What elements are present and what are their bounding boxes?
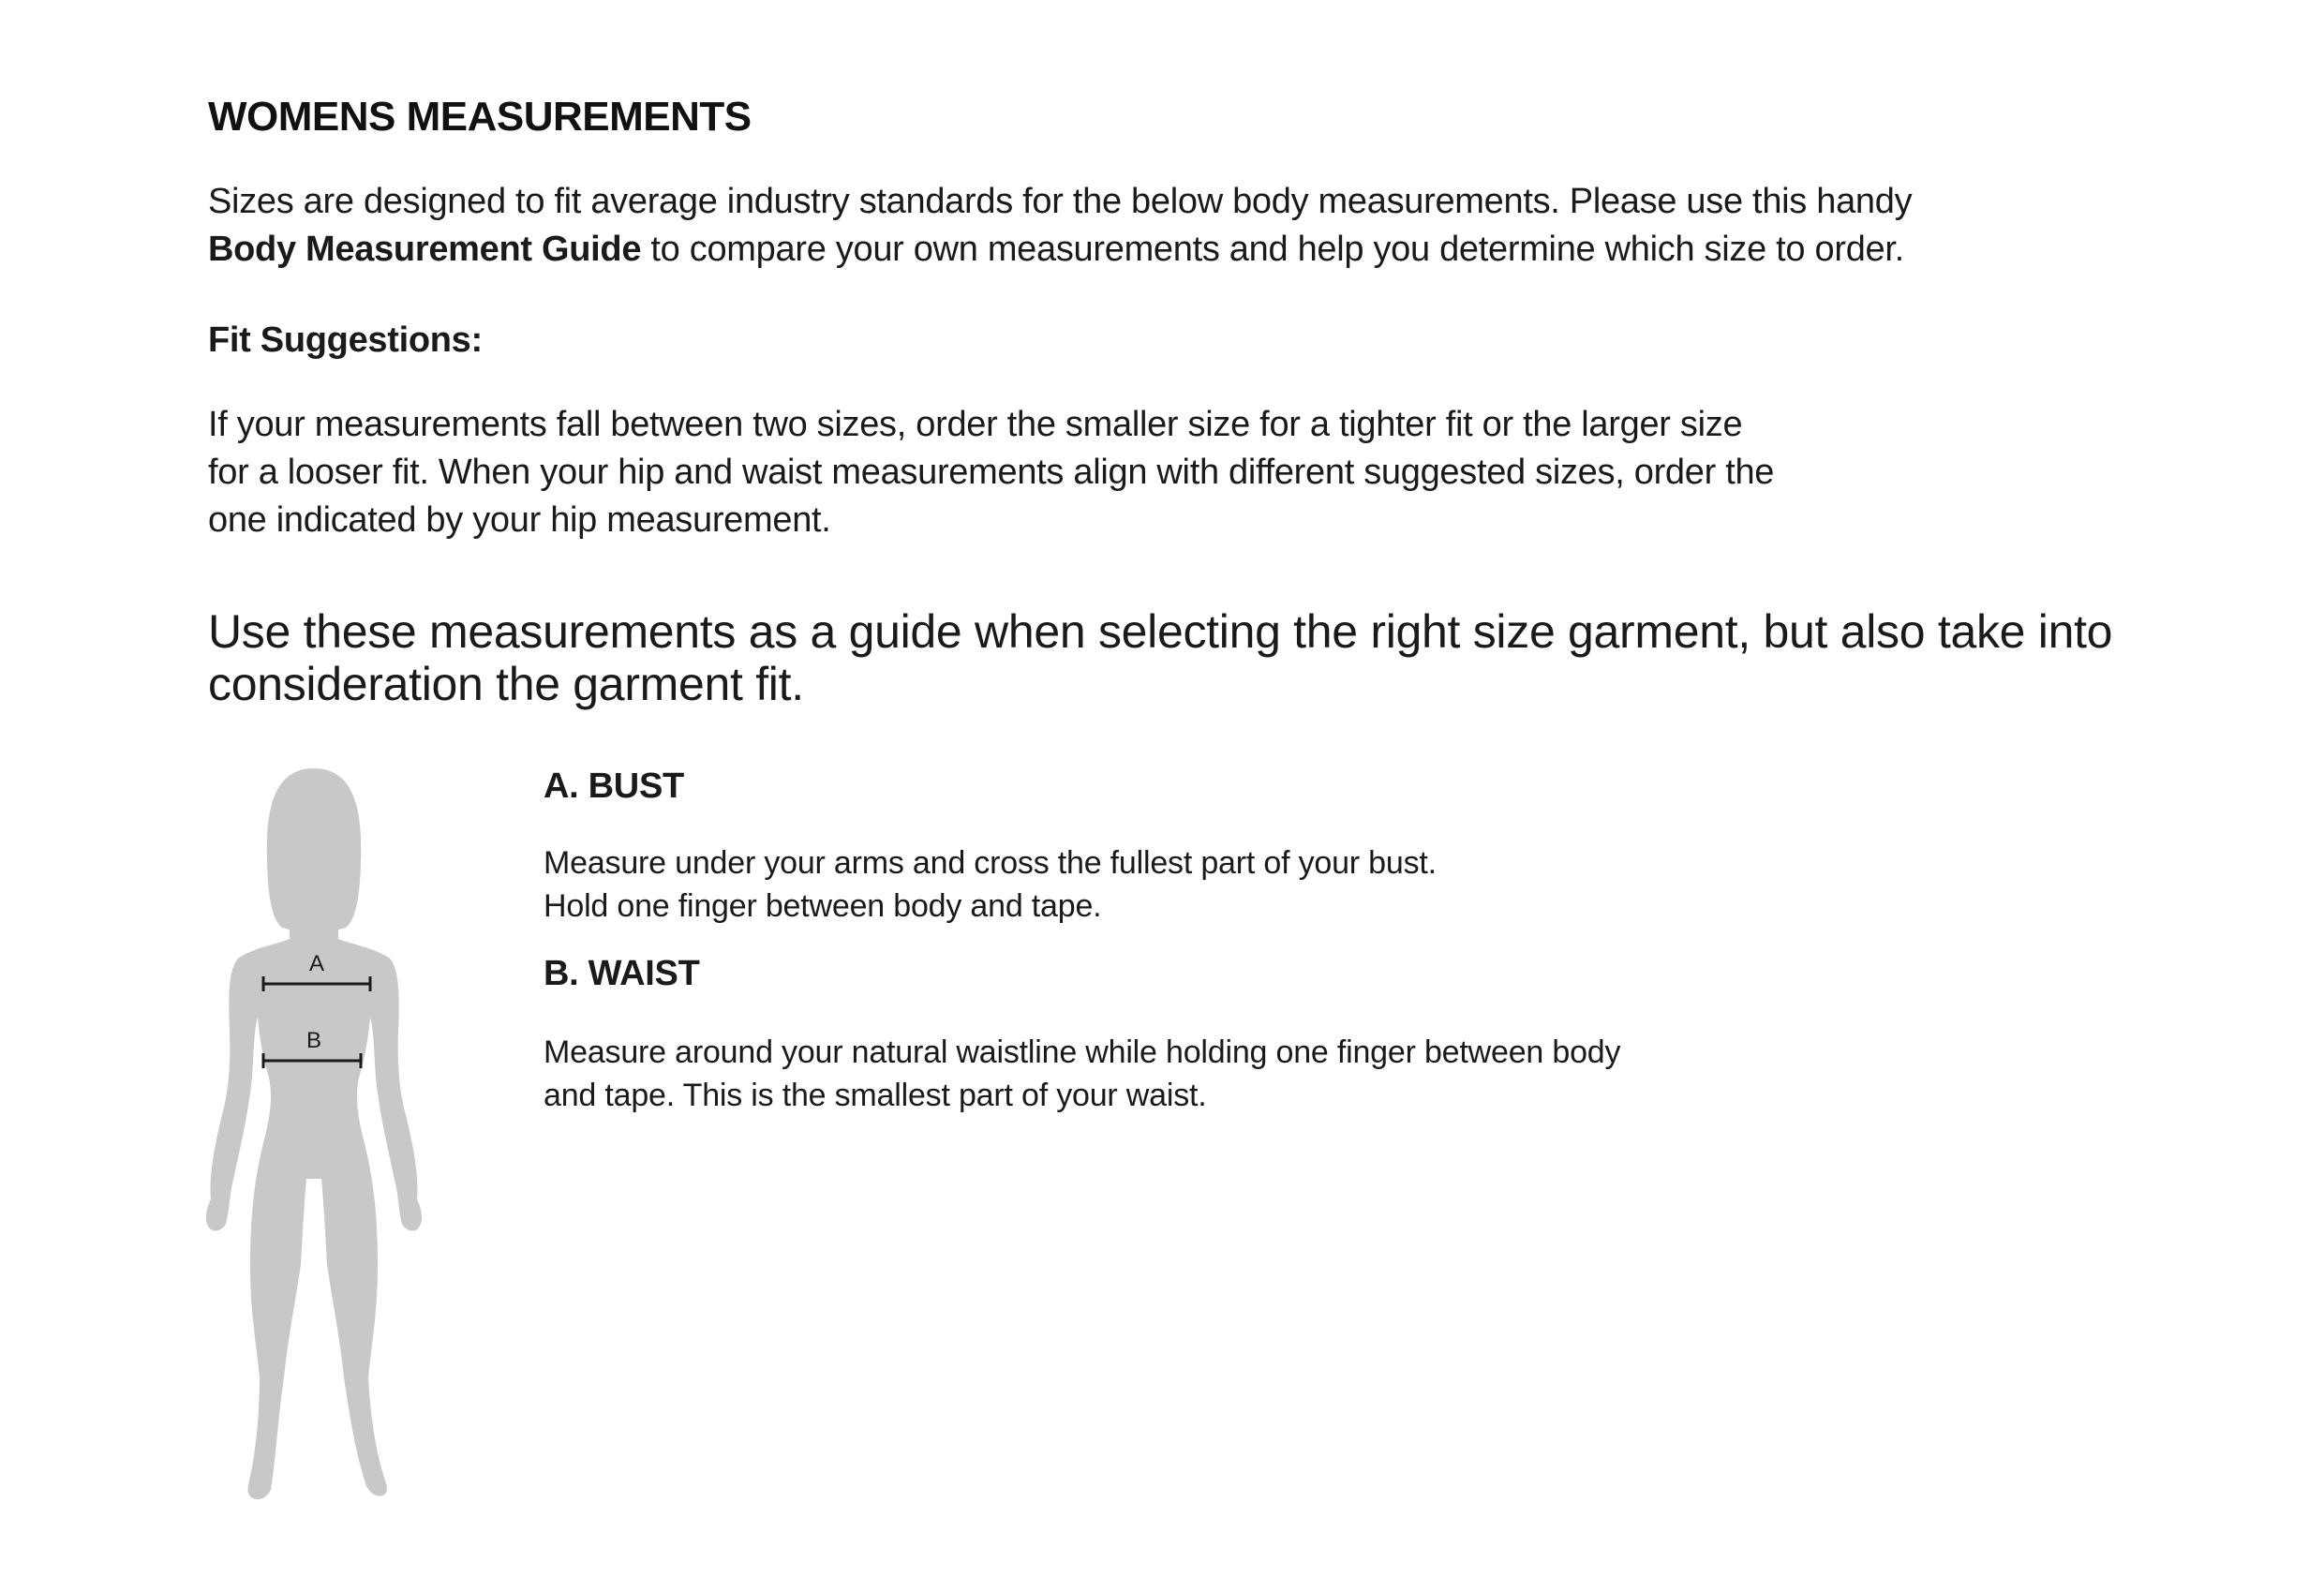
intro-paragraph (208, 178, 1912, 274)
body-measurement-guide-label: Body Measurement Guide (208, 230, 642, 269)
intro-line-1: Sizes are designed to fit average industry standards for the below body measurements. Please use this handy (208, 182, 1913, 221)
marker-b-label: B (305, 1028, 322, 1053)
silhouette-icon (206, 768, 422, 1499)
bust-instructions (544, 841, 1437, 928)
intro-line-2-rest: to compare your own measurements and help you determine which size to order. (641, 230, 1904, 269)
fit-line-2: for a looser fit. When your hip and waist measurements align with different suggested sizes, order the (208, 453, 1775, 492)
waist-heading: B. WAIST (544, 954, 700, 993)
bust-heading: A. BUST (544, 766, 684, 806)
bust-line-1: Measure under your arms and cross the fullest part of your bust. (544, 845, 1437, 881)
fit-line-3: one indicated by your hip measurement. (208, 500, 831, 540)
waist-line-1: Measure around your natural waistline while holding one finger between body (544, 1034, 1621, 1070)
bust-line-2: Hold one finger between body and tape. (544, 888, 1102, 924)
fit-suggestions-heading: Fit Suggestions: (208, 320, 483, 360)
waist-line-2: and tape. This is the smallest part of your waist. (544, 1078, 1207, 1113)
fit-suggestions-text (208, 401, 1774, 544)
woman-silhouette-figure (201, 759, 426, 1509)
page-title: WOMENS MEASUREMENTS (208, 94, 752, 140)
marker-a-label: A (308, 951, 325, 976)
intro-line-2 (208, 226, 1912, 274)
guide-statement (208, 605, 2112, 710)
guide-line-2: consideration the garment fit. (208, 658, 804, 710)
waist-instructions (544, 1031, 1620, 1117)
guide-line-1: Use these measurements as a guide when selecting the right size garment, but also take into (208, 605, 2113, 658)
fit-line-1: If your measurements fall between two sizes, order the smaller size for a tighter fit or the larger size (208, 405, 1743, 444)
